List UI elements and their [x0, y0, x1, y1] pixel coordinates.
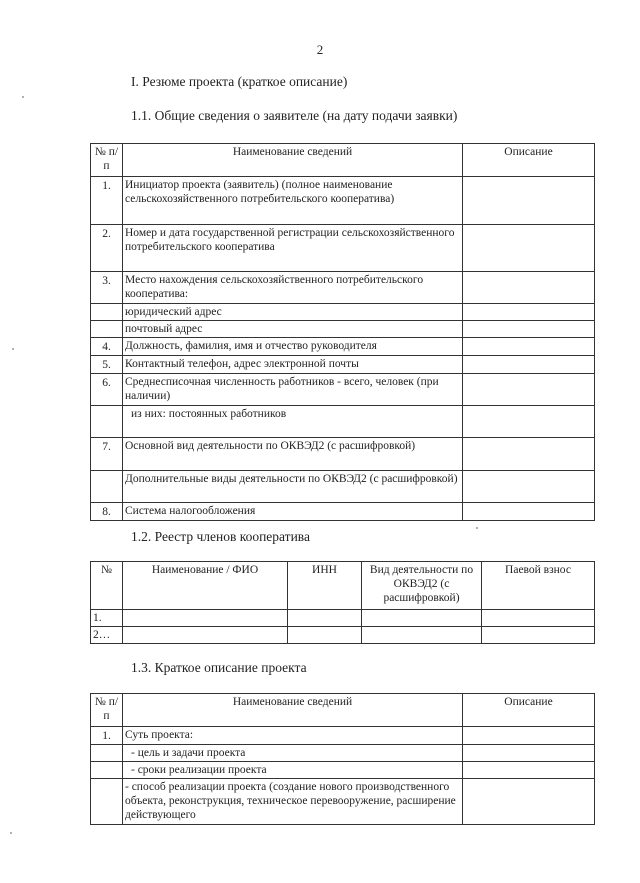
scan-speck: [476, 527, 478, 529]
row-number: [91, 762, 123, 779]
row-text: Основной вид деятельности по ОКВЭД2 (с расшифровкой): [123, 438, 463, 471]
row-number: 6.: [91, 374, 123, 406]
row-value: [463, 406, 595, 438]
row-value: [463, 745, 595, 762]
row-cell: [362, 610, 482, 627]
row-value: [463, 762, 595, 779]
col-header-description: Описание: [463, 144, 595, 177]
table-row: [91, 225, 595, 272]
scan-speck: [12, 348, 14, 350]
table-row: [91, 374, 595, 406]
table-row: [91, 438, 595, 471]
row-value: [463, 503, 595, 521]
table-row: [91, 610, 595, 627]
table-row: [91, 177, 595, 225]
col-header-inn: ИНН: [288, 562, 362, 610]
table-row: [91, 338, 595, 356]
table-row: [91, 406, 595, 438]
subsection-heading-1-3: 1.3. Краткое описание проекта: [131, 660, 307, 675]
row-text: - цель и задачи проекта: [123, 745, 463, 762]
col-header-activity: Вид деятельности по ОКВЭД2 (с расшифровкой): [362, 562, 482, 610]
row-number: 7.: [91, 438, 123, 471]
row-text: Контактный телефон, адрес электронной почты: [123, 356, 463, 374]
scan-speck: [22, 96, 24, 98]
project-summary-table: [90, 693, 595, 825]
col-header-number: № п/п: [91, 694, 123, 727]
table-header-row: [91, 562, 595, 610]
row-value: [463, 272, 595, 304]
section-heading: I. Резюме проекта (краткое описание): [131, 74, 348, 89]
row-text: Среднесписочная численность работников - всего, человек (при наличии): [123, 374, 463, 406]
row-number: [91, 321, 123, 338]
row-value: [463, 225, 595, 272]
row-number: 2.: [91, 225, 123, 272]
table-row: [91, 627, 595, 644]
row-number: [91, 779, 123, 825]
table-header-row: [91, 694, 595, 727]
table-row: [91, 471, 595, 503]
members-registry-table: [90, 561, 595, 644]
col-header-number: № п/п: [91, 144, 123, 177]
row-value: [463, 338, 595, 356]
table-row: [91, 727, 595, 745]
row-cell: [123, 610, 288, 627]
table-row: [91, 762, 595, 779]
row-cell: [482, 627, 595, 644]
col-header-name: Наименование сведений: [123, 694, 463, 727]
col-header-description: Описание: [463, 694, 595, 727]
row-text: Дополнительные виды деятельности по ОКВЭД2 (с расшифровкой): [123, 471, 463, 503]
row-value: [463, 471, 595, 503]
row-value: [463, 779, 595, 825]
row-number: 2…: [91, 627, 123, 644]
table-row: [91, 745, 595, 762]
row-number: 4.: [91, 338, 123, 356]
row-text: Система налогообложения: [123, 503, 463, 521]
row-number: 1.: [91, 177, 123, 225]
table-row: [91, 779, 595, 825]
row-cell: [362, 627, 482, 644]
row-number: 3.: [91, 272, 123, 304]
table-row: [91, 356, 595, 374]
row-value: [463, 727, 595, 745]
col-header-name: Наименование / ФИО: [123, 562, 288, 610]
col-header-share: Паевой взнос: [482, 562, 595, 610]
applicant-info-table: [90, 143, 595, 521]
row-value: [463, 321, 595, 338]
table-row: [91, 272, 595, 304]
subsection-heading-1-1: 1.1. Общие сведения о заявителе (на дату подачи заявки): [131, 108, 458, 123]
row-number: 1.: [91, 727, 123, 745]
col-header-name: Наименование сведений: [123, 144, 463, 177]
row-text: - сроки реализации проекта: [123, 762, 463, 779]
row-value: [463, 304, 595, 321]
row-text: Инициатор проекта (заявитель) (полное наименование сельскохозяйственного потребительского кооператива): [123, 177, 463, 225]
row-text: Должность, фамилия, имя и отчество руководителя: [123, 338, 463, 356]
row-text: почтовый адрес: [123, 321, 463, 338]
col-header-number: №: [91, 562, 123, 610]
row-text: Место нахождения сельскохозяйственного потребительского кооператива:: [123, 272, 463, 304]
row-value: [463, 374, 595, 406]
table-row: [91, 503, 595, 521]
row-value: [463, 356, 595, 374]
row-text: юридический адрес: [123, 304, 463, 321]
row-text: из них: постоянных работников: [123, 406, 463, 438]
row-cell: [482, 610, 595, 627]
row-cell: [288, 627, 362, 644]
subsection-heading-1-2: 1.2. Реестр членов кооператива: [131, 529, 310, 544]
row-text: Суть проекта:: [123, 727, 463, 745]
row-cell: [288, 610, 362, 627]
row-value: [463, 177, 595, 225]
row-number: [91, 471, 123, 503]
row-number: [91, 745, 123, 762]
table-header-row: [91, 144, 595, 177]
scan-speck: [10, 832, 12, 834]
row-number: 1.: [91, 610, 123, 627]
table-row: [91, 321, 595, 338]
row-cell: [123, 627, 288, 644]
row-value: [463, 438, 595, 471]
row-text: - способ реализации проекта (создание нового производственного объекта, реконструкция, техническое перевооружение, расширение действующего: [123, 779, 463, 825]
page-number: 2: [316, 42, 324, 57]
row-number: [91, 406, 123, 438]
row-text: Номер и дата государственной регистрации сельскохозяйственного потребительского кооператива: [123, 225, 463, 272]
table-row: [91, 304, 595, 321]
row-number: [91, 304, 123, 321]
row-number: 5.: [91, 356, 123, 374]
row-number: 8.: [91, 503, 123, 521]
